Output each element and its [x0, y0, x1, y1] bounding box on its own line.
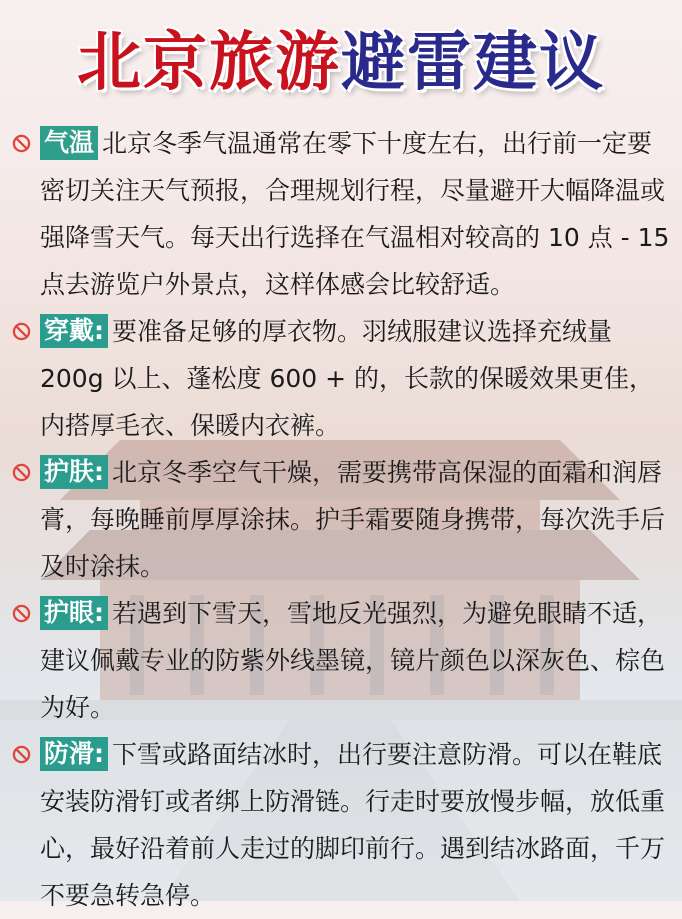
list-item [12, 308, 672, 449]
item-label: 防滑: [40, 737, 108, 771]
prohibited-icon [12, 134, 31, 153]
item-label: 护肤: [40, 455, 108, 489]
page-title [0, 18, 682, 108]
item-text: 北京冬季空气干燥，需要携带高保湿的面霜和润唇膏，每晚睡前厚厚涂抹。护手霜要随身携带，每次洗手后及时涂抹。 [40, 458, 666, 581]
list-item [12, 731, 672, 919]
prohibited-icon [12, 604, 31, 623]
list-item [12, 590, 672, 731]
item-text: 下雪或路面结冰时，出行要注意防滑。可以在鞋底安装防滑钉或者绑上防滑链。行走时要放慢步幅，放低重心，最好沿着前人走过的脚印前行。遇到结冰路面，千万不要急转急停。 [40, 740, 666, 910]
title-part-blue: 避雷建议 [341, 25, 605, 100]
title-part-red: 北京旅游 [77, 25, 341, 100]
prohibited-icon [12, 463, 31, 482]
list-item [12, 120, 672, 308]
item-text: 要准备足够的厚衣物。羽绒服建议选择充绒量 200g 以上、蓬松度 600 + 的，长款的保暖效果更佳，内搭厚毛衣、保暖内衣裤。 [40, 317, 655, 440]
item-text: 若遇到下雪天，雪地反光强烈，为避免眼睛不适，建议佩戴专业的防紫外线墨镜，镜片颜色以深灰色、棕色为好。 [40, 599, 666, 722]
item-label: 穿戴: [40, 314, 108, 348]
item-label: 气温 [40, 126, 98, 160]
prohibited-icon [12, 322, 31, 341]
tips-list [12, 120, 672, 919]
item-label: 护眼: [40, 596, 108, 630]
list-item [12, 449, 672, 590]
prohibited-icon [12, 745, 31, 764]
item-text: 北京冬季气温通常在零下十度左右，出行前一定要密切关注天气预报，合理规划行程，尽量避开大幅降温或强降雪天气。每天出行选择在气温相对较高的 10 点 - 15 点去游览户外景点，这样体感会比较舒适。 [40, 129, 670, 299]
